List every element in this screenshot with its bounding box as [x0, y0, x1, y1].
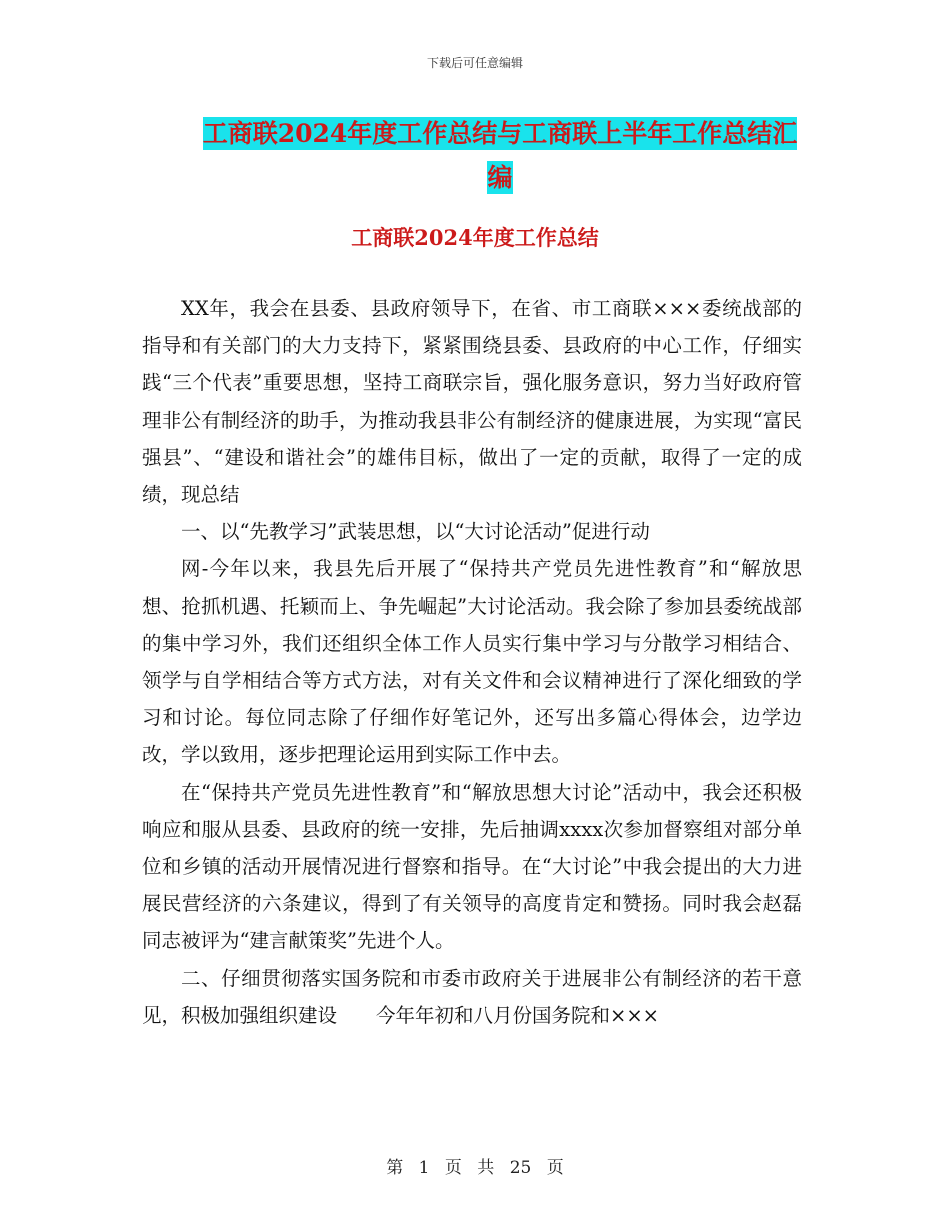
footer-total-unit: 页 [546, 1158, 564, 1178]
paragraph-4: 在“保持共产党员先进性教育”和“解放思想大讨论”活动中，我会还积极响应和服从县委、县政府的统一安排，先后抽调xxxx次参加督察组对部分单位和乡镇的活动开展情况进行督察和指导。在“大讨论”中我会提出的大力进展民营经济的六条建议，得到了有关领导的高度肯定和赞扬。同时我会赵磊同志被评为“建言献策奖”先进个人。 [142, 780, 802, 953]
paragraph-2: 一、以“先教学习”武装思想，以“大讨论活动”促进行动 [181, 520, 650, 544]
section-title: 工商联2024年度工作总结 [351, 225, 599, 250]
page-footer [0, 1153, 950, 1178]
footer-total-pages: 25 [509, 1158, 532, 1178]
paragraph-3: 网-今年以来，我县先后开展了“保持共产党员先进性教育”和“解放思想、抢抓机遇、托颖而上、争先崛起”大讨论活动。我会除了参加县委统战部的集中学习外，我们还组织全体工作人员实行集中学习与分散学习相结合、领学与自学相结合等方式方法，对有关文件和会议精神进行了深化细致的学习和讨论。每位同志除了仔细作好笔记外，还写出多篇心得体会，边学边改，学以致用，逐步把理论运用到实际工作中去。 [142, 557, 802, 767]
footer-page-unit: 页 [444, 1158, 462, 1178]
document-title [170, 112, 830, 200]
body-text [142, 290, 802, 1034]
footer-page-label: 第 [386, 1158, 404, 1178]
paragraph-1: XX年，我会在县委、县政府领导下，在省、市工商联×××委统战部的指导和有关部门的大力支持下，紧紧围绕县委、县政府的中心工作，仔细实践“三个代表”重要思想，坚持工商联宗旨，强化服务意识，努力当好政府管理非公有制经济的助手，为推动我县非公有制经济的健康进展，为实现“富民强县”、“建设和谐社会”的雄伟目标，做出了一定的贡献，取得了一定的成绩，现总结 [142, 297, 802, 507]
title-line-2: 编 [487, 163, 513, 192]
header-note: 下载后可任意编辑 [426, 56, 523, 70]
paragraph-5: 二、仔细贯彻落实国务院和市委市政府关于进展非公有制经济的若干意见，积极加强组织建设 今年年初和八月份国务院和××× [142, 966, 802, 1027]
title-line-1: 工商联2024年度工作总结与工商联上半年工作总结汇 [202, 119, 798, 148]
footer-total-label: 共 [477, 1158, 495, 1178]
footer-page-number: 1 [418, 1158, 430, 1178]
